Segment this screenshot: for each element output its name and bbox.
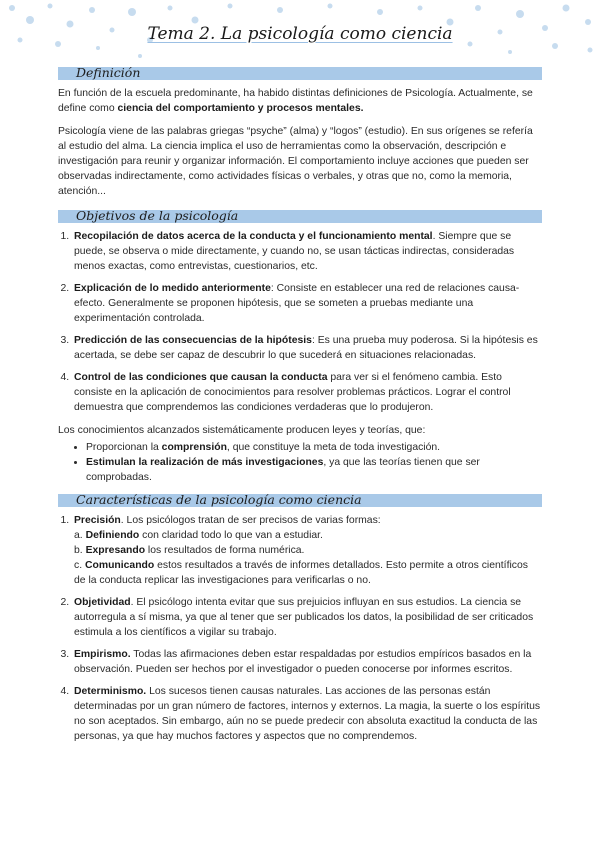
text: , ya que las teorías tienen que ser comprobadas.: [86, 457, 480, 483]
list-item: [72, 595, 542, 640]
text: los resultados de forma numérica.: [145, 545, 305, 556]
text: En función de la escuela predominante, ha habido distintas definiciones de Psicología. Actualmente, se define como: [58, 88, 533, 114]
list-item: [72, 370, 542, 415]
text: para ver si el fenómeno cambia. Esto consiste en la aplicación de conocimientos para resolver problemas prácticos. Lograr el control demuestra que comprendemos las condiciones verdaderas que lo produjeron.: [74, 372, 511, 413]
bold-text: Estimulan la realización de más investigaciones: [86, 457, 324, 468]
sub-item: [74, 543, 542, 558]
page-title: Tema 2. La psicología como ciencia: [147, 24, 453, 44]
text: : Consiste en establecer una red de relaciones causa-efecto. Generalmente se proponen hipótesis, que se someten a pruebas mediante una experimentación controlada.: [74, 283, 520, 324]
text: con claridad todo lo que van a estudiar.: [139, 530, 323, 541]
bold-text: Definiendo: [85, 530, 140, 541]
bold-text: ciencia del comportamiento y procesos mentales.: [117, 103, 364, 114]
bold-text: comprensión: [161, 442, 227, 453]
bold-text: Predicción de las consecuencias de la hipótesis: [74, 335, 312, 346]
objetivos-list: [58, 229, 542, 415]
bold-text: Empirismo.: [74, 649, 131, 660]
section-title: Objetivos de la psicología: [76, 208, 239, 223]
text: : Es una prueba muy poderosa. Si la hipótesis es acertada, se debe ser capaz de descubrir lo que sucederá en situaciones relacionadas.: [74, 335, 538, 361]
sub-prefix: a.: [74, 530, 86, 541]
text: estos resultados a través de informes detallados. Esto permite a otros científicos de la conducta replicar las investigaciones para verificarlas o no.: [74, 560, 528, 586]
section-heading-objetivos: [58, 207, 542, 225]
bold-text: Explicación de lo medido anteriormente: [74, 283, 271, 294]
bold-text: Recopilación de datos acerca de la conducta y el funcionamiento mental: [74, 231, 433, 242]
bold-text: Control de las condiciones que causan la conducta: [74, 372, 328, 383]
list-item: [72, 229, 542, 274]
text: . Siempre que se puede, se observa o mide directamente, y cuando no, se usan tácticas indirectas, consideradas menos exactas, como entrevistas, cuestionarios, etc.: [74, 231, 515, 272]
document-body: [58, 64, 542, 752]
list-item: [72, 684, 542, 744]
bullet-item: [86, 440, 542, 455]
paragraph: Psicología viene de las palabras griegas “psyche” (alma) y “logos” (estudio). En sus orígenes se refería al estudio del alma. La ciencia implica el uso de herramientas como la observación, descripción e investigación para reunir y organizar información. El comportamiento incluye acciones que pueden ser observadas indirectamente, como actividades físicas o verbales, y otras que no, como la memoria, atención...: [58, 126, 533, 197]
list-item: [72, 513, 542, 588]
bold-text: Precisión: [74, 515, 121, 526]
sub-item: [74, 528, 542, 543]
sub-item: [74, 558, 542, 588]
text: . El psicólogo intenta evitar que sus prejuicios influyan en sus estudios. La ciencia se autorregula a sí misma, ya que al tener que ser publicados los datos, la posibilidad de ser criticados estimula a los científicos a vigilar su trabajo.: [74, 597, 534, 638]
leyes-bullet-list: [58, 440, 542, 485]
section-heading-definicion: [58, 64, 542, 82]
sub-prefix: b.: [74, 545, 86, 556]
bold-text: Determinismo.: [74, 686, 147, 697]
text: Todas las afirmaciones deben estar respaldadas por estudios empíricos basados en la observación. Pueden ser hechos por el investigador o pueden conocerse por informes escritos.: [74, 649, 532, 675]
bold-text: Comunicando: [84, 560, 155, 571]
paragraph: Los conocimientos alcanzados sistemáticamente producen leyes y teorías, que:: [58, 425, 426, 436]
text: . Los psicólogos tratan de ser precisos de varias formas:: [120, 515, 381, 526]
list-item: [72, 647, 542, 677]
text: Proporcionan la: [86, 442, 162, 453]
list-item: [72, 333, 542, 363]
paragraph: [58, 86, 542, 116]
bold-text: Objetividad: [74, 597, 131, 608]
caracteristicas-list: [58, 513, 542, 744]
text: Los sucesos tienen causas naturales. Las acciones de las personas están determinadas por un gran número de factores, internos y externos. La magia, la suerte o los espíritus no son aceptados. Sin embargo, aún no se puede predecir con absoluta exactitud la conducta de las personas, ya que hay muchos factores y aspectos que no comprendemos.: [74, 686, 541, 742]
section-heading-caracteristicas: [58, 491, 542, 509]
bold-text: Expresando: [85, 545, 146, 556]
section-title: Definición: [76, 65, 141, 80]
list-item: [72, 281, 542, 326]
bullet-item: [86, 455, 542, 485]
text: , que constituye la meta de toda investigación.: [226, 442, 441, 453]
sub-prefix: c.: [74, 560, 85, 571]
section-title: Características de la psicología como ciencia: [76, 492, 362, 507]
